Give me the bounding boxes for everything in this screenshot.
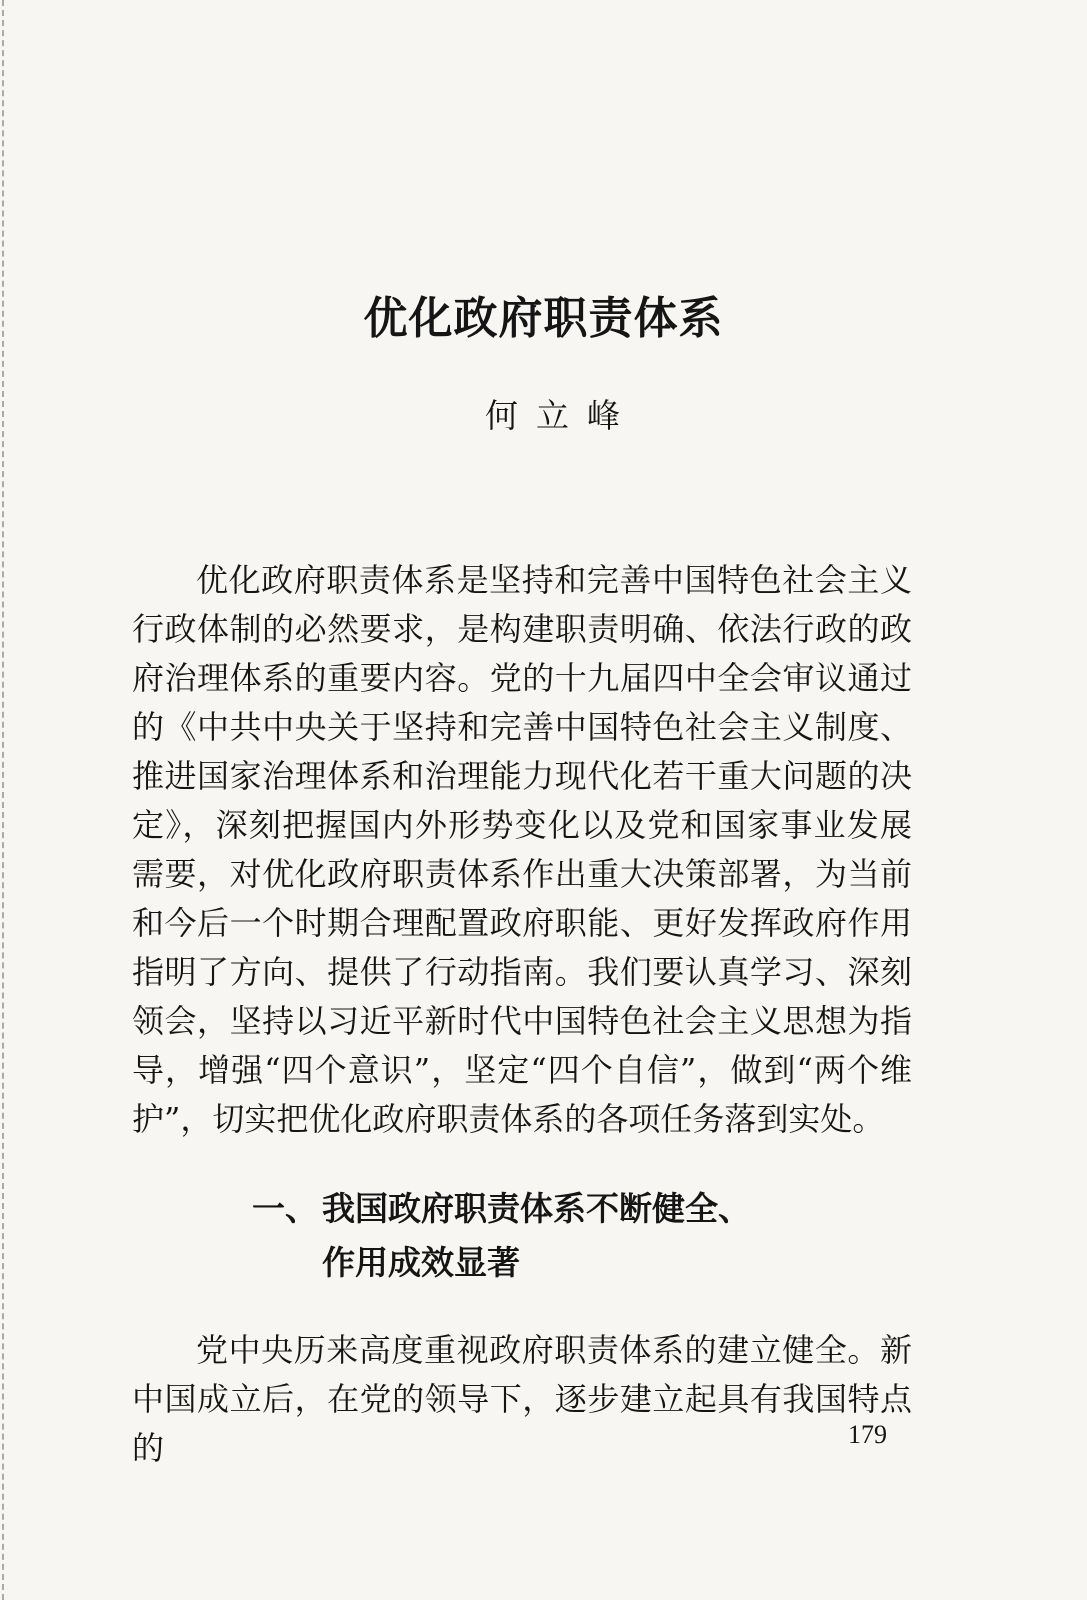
page-number: 179 [848,1420,887,1449]
scan-edge-line [2,0,6,1600]
section-paragraph: 党中央历来高度重视政府职责体系的建立健全。新中国成立后，在党的领导下，逐步建立起具有我国特点的 [132,1331,912,1467]
section-heading-line-1: 我国政府职责体系不断健全、 [322,1189,751,1228]
author-name: 何立峰 [485,396,638,435]
article-title: 优化政府职责体系 [363,293,724,344]
section-heading [252,1182,751,1290]
section-number: 一、 [252,1189,318,1228]
section-heading-line-2: 作用成效显著 [322,1243,520,1282]
intro-paragraph: 优化政府职责体系是坚持和完善中国特色社会主义行政体制的必然要求，是构建职责明确、依法行政的政府治理体系的重要内容。党的十九届四中全会审议通过的《中共中央关于坚持和完善中国特色社会主义制度、推进国家治理体系和治理能力现代化若干重大问题的决定》，深刻把握国内外形势变化以及党和国家事业发展需要，对优化政府职责体系作出重大决策部署，为当前和今后一个时期合理配置政府职能、更好发挥政府作用指明了方向、提供了行动指南。我们要认真学习、深刻领会，坚持以习近平新时代中国特色社会主义思想为指导，增强“四个意识”，坚定“四个自信”，做到“两个维护”，切实把优化政府职责体系的各项任务落到实处。 [132,561,912,1138]
